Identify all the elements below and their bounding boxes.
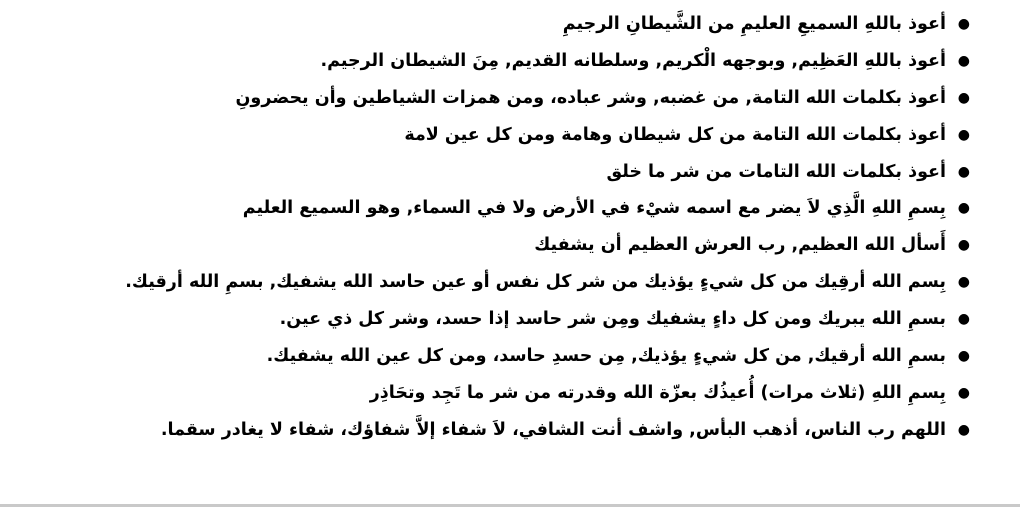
bullet-icon: ● xyxy=(957,384,970,401)
bullet-icon: ● xyxy=(957,16,970,32)
list-item-text: بِسمِ اللهِ (ثلاث مرات) أُعيذُك بعزّة الله وقدرته من شر ما تَجِد وتحَاذِر xyxy=(369,382,946,403)
bullet-icon: ● xyxy=(957,237,970,254)
list-item xyxy=(0,6,970,43)
list-item xyxy=(0,190,970,227)
list-item-text: اللهم رب الناس، أذهب البأس, واشف أنت الشافي، لاَ شفاء إلاَّ شفاؤك، شفاء لا يغادر سقما. xyxy=(160,419,946,440)
list-item-text: بِسمِ اللهِ الَّذِي لاَ يضر مع اسمه شيْء في الأرض ولا في السماء, وهو السميع العليم xyxy=(242,198,946,219)
bullet-icon: ● xyxy=(957,274,970,291)
list-item xyxy=(0,301,970,338)
bullet-icon: ● xyxy=(957,348,970,365)
bullet-icon: ● xyxy=(957,163,970,180)
bullet-icon: ● xyxy=(957,126,970,143)
list-item-text: بِسم الله أرقِيك من كل شيءٍ يؤذيك من شر كل نفس أو عين حاسد الله يشفيك, بسمِ الله أرقيك. xyxy=(125,272,946,293)
list-item xyxy=(0,227,970,264)
list-item xyxy=(0,154,970,191)
list-item-text: بسمِ الله أرقيك, من كل شيءٍ يؤذيك, مِن حسدِ حاسد، ومن كل عين الله يشفيك. xyxy=(266,346,946,367)
list-item-text: أعوذ بكلمات الله التامات من شر ما خلق xyxy=(606,161,946,182)
list-item-text: أعوذ باللهِ العَظِيم, وبوجهه الْكريم, وسلطانه القديم, مِنَ الشيطان الرجيم. xyxy=(320,50,946,71)
list-item-text: أعوذ باللهِ السميعِ العليمِ من الشَّيطانِ الرجيمِ xyxy=(562,14,946,34)
list-item xyxy=(0,375,970,412)
bullet-icon: ● xyxy=(957,89,970,106)
bullet-icon: ● xyxy=(957,52,970,69)
bullet-icon: ● xyxy=(957,311,970,328)
list-item-text: أعوذ بكلمات الله التامة من كل شيطان وهامة ومن كل عين لامة xyxy=(404,124,946,145)
list-item-text: بسمِ الله يبريك ومن كل داءٍ يشفيك ومِن شر حاسد إذا حسد، وشر كل ذي عين. xyxy=(279,309,946,330)
list-item xyxy=(0,264,970,301)
list-item xyxy=(0,80,970,117)
list-item xyxy=(0,412,970,449)
dua-bullet-list xyxy=(0,6,970,449)
list-item xyxy=(0,43,970,80)
bullet-icon: ● xyxy=(957,200,970,217)
bullet-icon: ● xyxy=(957,421,970,438)
list-item-text: أعوذ بكلمات الله التامة, من غضبه, وشر عباده، ومن همزات الشياطين وأن يحضرونِ xyxy=(235,87,946,108)
list-item xyxy=(0,338,970,375)
list-item-text: أَسأل الله العظيم, رب العرش العظيم أن يشفيك xyxy=(534,235,946,256)
list-item xyxy=(0,117,970,154)
